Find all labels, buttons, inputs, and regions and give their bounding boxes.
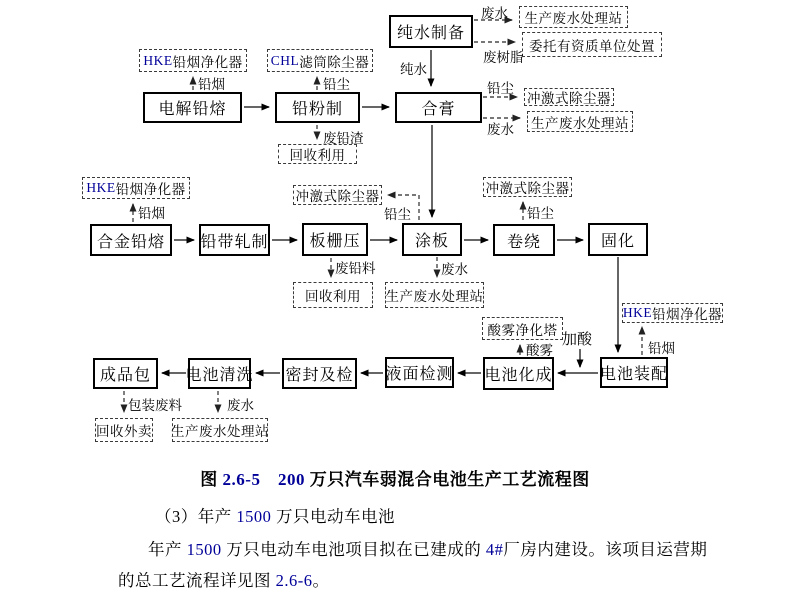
treatment-box-label: 回收外卖 [96, 424, 152, 439]
treatment-box-label: 铅烟净化器 [115, 182, 186, 197]
process-box-battery-cleaning [185, 358, 254, 389]
treatment-box-recycling-1 [278, 144, 357, 164]
treatment-box-label: 生产废水处理站 [385, 289, 484, 304]
figure-caption: 图 2.6-5 200 万只汽车弱混合电池生产工艺流程图 [200, 470, 590, 489]
process-box-label: 铅粉制 [291, 101, 343, 118]
treatment-box-recycling-2 [293, 282, 373, 308]
treatment-box-impact-duster-2 [293, 185, 382, 205]
process-box-label: 固化 [600, 233, 635, 250]
device-code: HKE [86, 180, 116, 195]
process-box-battery-formation [483, 357, 554, 390]
treatment-box-label: 回收利用 [289, 148, 346, 163]
process-box-curing [588, 223, 648, 256]
process-box-label: 板栅压 [309, 233, 361, 250]
process-box-lead-strip-rolling [199, 224, 270, 256]
treatment-box-label: 生产废水处理站 [524, 11, 623, 26]
treatment-box-label: 冲激式除尘器 [295, 189, 380, 204]
treatment-box-label: 冲激式除尘器 [527, 91, 611, 106]
process-box-lead-powder-making [275, 92, 360, 123]
flow-label-waste-resin: 废树脂 [483, 50, 524, 65]
flow-label-waste-lead-slag: 废铅渣 [323, 131, 364, 146]
process-box-finished-packaging [93, 358, 158, 389]
flow-label-lead-fume-3: 铅烟 [648, 341, 675, 356]
flow-label-wastewater-1: 废水 [481, 6, 508, 21]
treatment-box-label: 生产废水处理站 [171, 424, 269, 439]
body-paragraph-1: （3）年产 1500 万只电动车电池 [155, 507, 395, 526]
treatment-box-recycle-sale [95, 418, 153, 442]
process-box-electrolytic-lead-melting [143, 92, 242, 123]
flow-label-wastewater-3: 废水 [441, 262, 468, 277]
process-box-label: 电池清洗 [185, 367, 254, 384]
process-box-label: 卷绕 [506, 233, 541, 251]
flow-label-wastewater-4: 废水 [227, 398, 254, 413]
treatment-box-hke-fume-purifier-1 [139, 49, 247, 72]
flow-label-lead-dust-3: 铅尘 [384, 207, 411, 222]
flow-label-waste-lead-material: 废铅料 [335, 261, 376, 276]
process-box-label: 合金铅熔 [96, 233, 165, 251]
flow-label-lead-dust-4: 铅尘 [527, 206, 554, 221]
process-box-label: 密封及检 [285, 367, 354, 384]
process-box-winding [493, 224, 555, 256]
process-box-label: 电池装配 [600, 366, 669, 383]
process-box-plate-coating [402, 223, 462, 256]
flow-label-acid-mist: 酸雾 [526, 343, 553, 358]
treatment-box-label: 滤筒除尘器 [299, 54, 370, 70]
device-code: HKE [143, 52, 173, 68]
process-box-alloy-lead-melting [90, 224, 172, 256]
treatment-box-label: 酸雾净化塔 [487, 322, 558, 338]
treatment-box-wastewater-station-3 [385, 282, 484, 308]
treatment-box-label: 委托有资质单位处置 [529, 38, 655, 54]
treatment-box-wastewater-station-2 [527, 111, 633, 132]
process-box-sealing-inspection [282, 358, 357, 389]
treatment-box-qualified-disposal [522, 32, 662, 57]
process-box-pure-water-prep [389, 15, 473, 48]
process-box-label: 纯水制备 [396, 25, 465, 42]
treatment-box-label: 回收利用 [305, 289, 361, 304]
treatment-box-impact-duster-1 [524, 88, 614, 106]
treatment-box-label: 生产废水处理站 [531, 115, 629, 131]
device-code: HKE [622, 305, 653, 320]
process-box-label: 铅带轧制 [200, 233, 269, 251]
treatment-box-hke-fume-purifier-3 [622, 303, 723, 323]
flow-label-lead-fume-1: 铅烟 [198, 77, 225, 92]
treatment-box-label: 冲激式除尘器 [485, 181, 570, 196]
treatment-box-label: 铅烟净化器 [652, 307, 723, 322]
flow-label-lead-dust-1: 铅尘 [323, 77, 350, 92]
flow-label-acid-adding: 加酸 [562, 332, 593, 348]
device-code: CHL [270, 52, 300, 68]
treatment-box-chl-filter-duster [267, 49, 373, 72]
treatment-box-wastewater-station-1 [519, 6, 628, 28]
process-box-label: 电解铅熔 [158, 101, 227, 118]
flow-label-lead-dust-2: 铅尘 [487, 81, 514, 96]
flow-label-wastewater-2: 废水 [487, 122, 514, 137]
process-box-grid-pressing [302, 223, 368, 256]
treatment-box-wastewater-station-4 [172, 418, 268, 442]
flow-label-pure-water: 纯水 [400, 62, 427, 77]
process-box-label: 合膏 [421, 101, 456, 118]
flow-label-lead-fume-2: 铅烟 [138, 206, 165, 221]
treatment-box-acid-mist-tower [482, 317, 563, 340]
treatment-box-impact-duster-3 [483, 177, 572, 197]
process-box-label: 成品包 [99, 367, 151, 384]
process-box-label: 液面检测 [385, 366, 454, 383]
body-paragraph-3: 的总工艺流程详见图 2.6-6。 [118, 571, 330, 590]
process-box-paste-mixing [395, 92, 482, 123]
process-box-liquid-level-check [385, 357, 454, 388]
treatment-box-hke-fume-purifier-2 [82, 177, 190, 199]
process-box-label: 电池化成 [484, 367, 553, 384]
process-box-battery-assembly [600, 357, 668, 388]
treatment-box-label: 铅烟净化器 [172, 54, 243, 70]
process-box-label: 涂板 [414, 233, 449, 250]
flow-label-packaging-waste: 包装废料 [128, 398, 182, 413]
body-paragraph-2: 年产 1500 万只电动车电池项目拟在已建成的 4#厂房内建设。该项目运营期 [148, 540, 708, 559]
